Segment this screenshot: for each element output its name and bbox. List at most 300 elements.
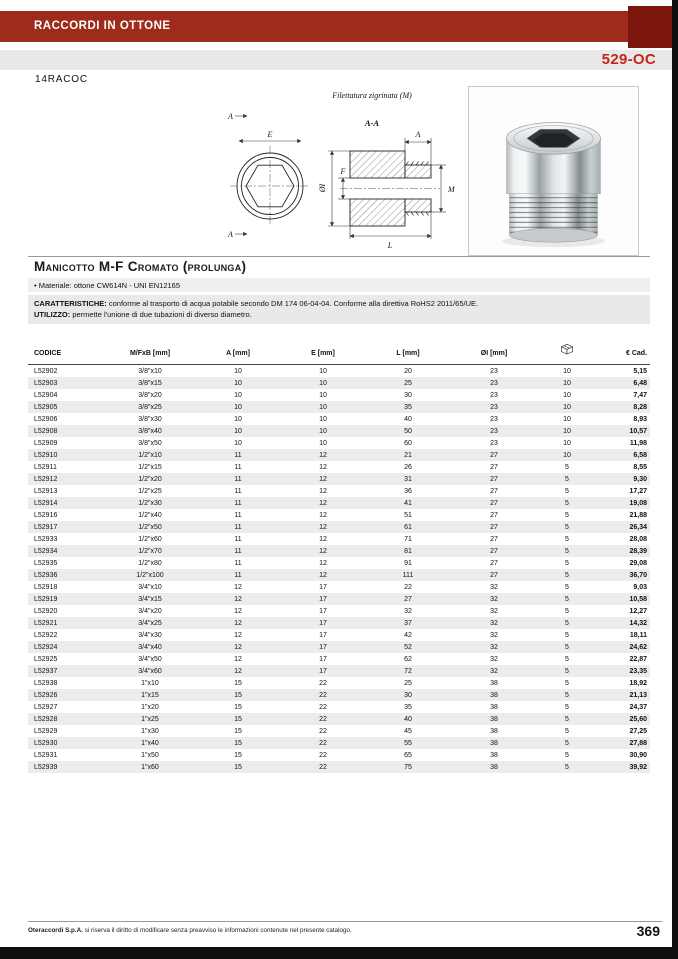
product-table-wrap [28,334,650,773]
table-cell: L52917 [34,523,58,531]
table-cell: 10 [319,391,327,399]
table-cell: 17 [319,631,327,639]
table-cell: 12 [319,451,327,459]
section-view [340,151,440,226]
table-cell: 23 [490,379,498,387]
table-cell: 1/2"x30 [138,499,162,507]
table-cell: 3/8"x40 [138,427,162,435]
table-cell: L52937 [34,667,58,675]
table-row [28,389,650,401]
table-cell: 5 [565,559,569,567]
table-cell: L52914 [34,499,58,507]
table-cell: 15 [234,763,242,771]
table-cell: 23 [490,403,498,411]
category-header-bar [0,11,628,42]
table-cell: 27,88 [629,739,647,747]
table-cell: 20 [404,367,412,375]
table-cell: 12 [234,595,242,603]
table-cell: L52934 [34,547,58,555]
caratteristiche-line [34,298,646,309]
section-label: A-A [364,118,380,128]
table-cell: 91 [404,559,412,567]
table-cell: 7,47 [633,391,647,399]
footer-rule [28,921,662,922]
table-cell: 35 [404,403,412,411]
table-cell: L52911 [34,463,57,471]
table-cell: 12 [234,619,242,627]
table-header [28,334,650,365]
page-edge-right [672,0,678,959]
table-cell: 3/8"x20 [138,391,162,399]
table-cell: 12 [234,607,242,615]
table-cell: L52938 [34,679,58,687]
table-cell: 1/2"x20 [138,475,162,483]
table-cell: 5 [565,571,569,579]
table-cell: 15 [234,691,242,699]
caratteristiche-text: conforme al trasporto di acqua potabile secondo DM 174 06-04-04. Conforme alla direttiva RoHS2 2011/65/UE. [106,299,479,308]
table-cell: 3/4"x30 [138,631,162,639]
chrome-fitting [507,123,601,243]
table-cell: 15 [234,727,242,735]
table-cell: 6,58 [633,451,647,459]
table-row [28,605,650,617]
table-cell: 27,25 [629,727,647,735]
table-cell: 23,35 [629,667,647,675]
col-header-e: E [mm] [282,334,364,365]
package-icon [560,343,574,355]
table-cell: 38 [490,739,498,747]
table-cell: 22 [404,583,412,591]
table-cell: 72 [404,667,412,675]
table-cell: L52902 [34,367,58,375]
table-cell: 5 [565,499,569,507]
table-cell: 5 [565,523,569,531]
table-cell: 12 [319,463,327,471]
table-row [28,533,650,545]
table-cell: 1"x15 [141,691,159,699]
table-cell: L52919 [34,595,58,603]
table-cell: 15 [234,751,242,759]
table-cell: 38 [490,727,498,735]
table-cell: 11 [234,499,242,507]
table-row [28,737,650,749]
section-title: Manicotto M-F Cromato (prolunga) [34,259,247,274]
table-cell: 30 [404,391,412,399]
table-cell: 9,03 [633,583,647,591]
table-cell: L52904 [34,391,58,399]
table-cell: 12,27 [629,607,647,615]
footer-disclaimer: si riserva il diritto di modificare senza preavviso le informazioni contenute nel presente catalogo. [82,927,352,934]
table-cell: 12 [319,571,327,579]
header-corner-square [628,6,672,48]
table-cell: 5 [565,655,569,663]
table-cell: 1"x50 [141,751,159,759]
table-cell: 22 [319,703,327,711]
table-cell: L52935 [34,559,58,567]
table-cell: 1/2"x10 [138,451,162,459]
table-cell: 27 [490,511,498,519]
table-cell: 1"x60 [141,763,159,771]
table-cell: 12 [319,547,327,555]
table-cell: 12 [319,475,327,483]
table-cell: 11 [234,487,242,495]
table-cell: 32 [490,643,498,651]
table-row [28,689,650,701]
table-row [28,473,650,485]
table-cell: L52906 [34,415,58,423]
table-cell: L52925 [34,655,58,663]
table-cell: 12 [319,559,327,567]
table-cell: 27 [490,571,498,579]
table-cell: 38 [490,715,498,723]
table-cell: 1/2"x40 [138,511,162,519]
table-cell: 5 [565,583,569,591]
front-view [230,146,310,226]
table-cell: 11 [234,451,242,459]
table-cell: 1/2"x80 [138,559,162,567]
table-cell: 24,37 [629,703,647,711]
table-cell: 40 [404,715,412,723]
table-row [28,713,650,725]
drawing-caption: Filettatura zigrinata (M) [332,91,412,100]
description-block [28,295,650,324]
dim-a-section-label: A [415,130,421,139]
table-cell: 32 [490,595,498,603]
table-cell: 3/4"x60 [138,667,162,675]
dim-f-label: F [340,167,346,176]
table-cell: 1"x30 [141,727,159,735]
table-cell: 28,39 [629,547,647,555]
col-header-price: € Cad. [598,334,650,365]
table-cell: 52 [404,643,412,651]
table-row [28,461,650,473]
product-table [28,334,650,773]
table-cell: 5 [565,619,569,627]
table-row [28,725,650,737]
table-cell: 10 [563,451,571,459]
table-cell: L52928 [34,715,58,723]
table-cell: 10 [319,439,327,447]
table-cell: 51 [404,511,412,519]
table-cell: 5 [565,679,569,687]
table-row [28,485,650,497]
table-cell: 6,48 [633,379,647,387]
table-cell: 22 [319,763,327,771]
table-cell: 11 [234,571,242,579]
table-cell: 21,13 [629,691,647,699]
table-cell: 10 [563,439,571,447]
table-cell: L52912 [34,475,58,483]
table-cell: 5 [565,703,569,711]
product-family-code: 14RACOC [35,74,88,85]
table-cell: 3/8"x10 [138,367,162,375]
table-cell: 32 [490,583,498,591]
table-cell: 18,11 [629,631,647,639]
table-cell: 28,08 [629,535,647,543]
table-cell: 17 [319,595,327,603]
table-cell: 10 [319,367,327,375]
table-body [28,365,650,774]
table-cell: 81 [404,547,412,555]
table-cell: 60 [404,439,412,447]
table-cell: 41 [404,499,412,507]
table-cell: 25,60 [629,715,647,723]
table-cell: L52903 [34,379,58,387]
table-cell: L52910 [34,451,58,459]
table-row [28,557,650,569]
product-photo [469,87,638,255]
table-cell: 3/4"x20 [138,607,162,615]
category-title: RACCORDI IN OTTONE [34,20,171,32]
product-section [28,256,650,324]
table-cell: 1"x40 [141,739,159,747]
table-cell: 15 [234,679,242,687]
table-cell: 1/2"x50 [138,523,162,531]
table-cell: 10 [234,391,242,399]
table-cell: 5 [565,631,569,639]
table-cell: 38 [490,763,498,771]
table-cell: 75 [404,763,412,771]
table-row [28,521,650,533]
table-cell: 15 [234,739,242,747]
table-row [28,413,650,425]
table-cell: 22 [319,679,327,687]
table-row [28,677,650,689]
table-cell: 32 [404,607,412,615]
col-header-mfxb: M/FxB [mm] [106,334,194,365]
table-cell: 39,92 [629,763,647,771]
table-cell: 5 [565,547,569,555]
table-cell: 17 [319,667,327,675]
table-cell: 22 [319,739,327,747]
table-cell: 11 [234,559,242,567]
table-cell: 27 [490,523,498,531]
col-header-package [536,334,598,365]
table-cell: 23 [490,367,498,375]
table-cell: 10 [319,427,327,435]
table-cell: 11 [234,463,242,471]
table-cell: 27 [490,451,498,459]
table-row [28,653,650,665]
dim-e-label: E [267,130,273,139]
table-row [28,581,650,593]
table-cell: 22 [319,715,327,723]
table-cell: 32 [490,607,498,615]
product-photo-box [468,86,639,256]
table-cell: L52926 [34,691,58,699]
table-cell: 21,88 [629,511,647,519]
table-row [28,569,650,581]
table-row [28,365,650,378]
subheader-band [0,50,672,70]
table-cell: 40 [404,415,412,423]
table-cell: 10 [563,427,571,435]
table-cell: 11,98 [629,439,647,447]
table-cell: 27 [490,499,498,507]
table-cell: 37 [404,619,412,627]
table-cell: 12 [234,631,242,639]
dim-oi-label: ØI [318,183,327,193]
table-cell: 23 [490,427,498,435]
table-cell: 23 [490,391,498,399]
dim-l-label: L [387,241,393,250]
table-cell: 32 [490,631,498,639]
footer-company: Oteraccordi S.p.A. [28,927,83,934]
table-cell: 30,90 [629,751,647,759]
table-row [28,593,650,605]
table-row [28,449,650,461]
table-cell: 10 [563,403,571,411]
caratteristiche-label: CARATTERISTICHE: [34,299,107,308]
table-cell: 27 [490,535,498,543]
table-cell: 1/2"x70 [138,547,162,555]
table-cell: 8,55 [633,463,647,471]
table-cell: L52931 [34,751,58,759]
table-cell: 11 [234,475,242,483]
table-cell: 1/2"x100 [136,571,164,579]
table-cell: 26,34 [629,523,647,531]
table-cell: 22 [319,691,327,699]
table-cell: 42 [404,631,412,639]
table-cell: 71 [404,535,412,543]
table-cell: 17,27 [629,487,647,495]
table-cell: 38 [490,703,498,711]
table-cell: 1/2"x15 [138,463,162,471]
table-cell: L52930 [34,739,58,747]
table-cell: 65 [404,751,412,759]
technical-drawing-svg [222,86,466,258]
table-cell: 10 [563,415,571,423]
table-cell: 38 [490,679,498,687]
table-cell: 14,32 [629,619,647,627]
table-cell: 26 [404,463,412,471]
table-cell: 10 [234,427,242,435]
utilizzo-text: permette l'unione di due tubazioni di diverso diametro. [70,310,252,319]
dim-a-bottom-label: A [228,230,233,239]
table-cell: 36 [404,487,412,495]
table-cell: 12 [319,535,327,543]
table-cell: 38 [490,691,498,699]
table-row [28,761,650,773]
table-cell: 12 [234,667,242,675]
table-cell: 25 [404,679,412,687]
table-row [28,377,650,389]
table-cell: 11 [234,535,242,543]
table-cell: 5 [565,751,569,759]
table-cell: 19,08 [629,499,647,507]
table-cell: 27 [490,475,498,483]
table-cell: 21 [404,451,412,459]
table-cell: 29,08 [629,559,647,567]
table-cell: L52920 [34,607,58,615]
table-cell: 11 [234,511,242,519]
table-cell: 10 [563,367,571,375]
table-cell: 15 [234,715,242,723]
table-cell: L52918 [34,583,58,591]
table-cell: L52933 [34,535,58,543]
table-cell: 5,15 [633,367,647,375]
col-header-oi: ØI [mm] [452,334,536,365]
table-row [28,629,650,641]
table-cell: 27 [490,547,498,555]
table-row [28,701,650,713]
table-cell: 10 [234,403,242,411]
table-row [28,437,650,449]
table-cell: 10 [234,415,242,423]
table-cell: 3/4"x15 [138,595,162,603]
table-cell: 11 [234,523,242,531]
table-cell: 3/4"x40 [138,643,162,651]
table-cell: 17 [319,583,327,591]
table-cell: 10 [563,379,571,387]
table-cell: 3/4"x50 [138,655,162,663]
table-cell: 5 [565,643,569,651]
table-cell: 12 [319,523,327,531]
table-cell: 12 [234,643,242,651]
table-cell: 5 [565,667,569,675]
table-cell: 22 [319,727,327,735]
table-cell: 5 [565,607,569,615]
table-cell: 50 [404,427,412,435]
technical-drawing [222,86,466,258]
table-cell: 1"x20 [141,703,159,711]
table-cell: L52924 [34,643,58,651]
table-cell: 22,87 [629,655,647,663]
table-cell: 38 [490,751,498,759]
table-cell: 36,70 [629,571,647,579]
table-cell: 27 [490,487,498,495]
table-cell: 1"x10 [141,679,159,687]
table-cell: 10 [234,367,242,375]
table-cell: 10 [563,391,571,399]
table-row [28,545,650,557]
col-header-a: A [mm] [194,334,282,365]
table-cell: 3/8"x25 [138,403,162,411]
table-cell: 31 [404,475,412,483]
utilizzo-line [34,309,646,320]
table-cell: L52909 [34,439,58,447]
col-header-codice: CODICE [28,334,106,365]
table-cell: 5 [565,715,569,723]
table-cell: 3/8"x50 [138,439,162,447]
table-cell: 27 [404,595,412,603]
table-cell: 5 [565,763,569,771]
table-cell: 12 [319,487,327,495]
table-row [28,665,650,677]
table-row [28,641,650,653]
table-cell: L52908 [34,427,58,435]
table-cell: 1"x25 [141,715,159,723]
table-cell: 3/8"x30 [138,415,162,423]
table-cell: 10 [234,439,242,447]
table-cell: 8,93 [633,415,647,423]
table-cell: 32 [490,619,498,627]
table-cell: 3/8"x15 [138,379,162,387]
table-cell: 23 [490,439,498,447]
table-cell: L52927 [34,703,58,711]
table-cell: 5 [565,487,569,495]
table-cell: 5 [565,691,569,699]
table-cell: 17 [319,643,327,651]
table-cell: 17 [319,607,327,615]
col-header-l: L [mm] [364,334,452,365]
table-cell: 1/2"x25 [138,487,162,495]
table-cell: 61 [404,523,412,531]
table-cell: 32 [490,655,498,663]
table-cell: 45 [404,727,412,735]
table-row [28,425,650,437]
table-cell: 12 [319,499,327,507]
